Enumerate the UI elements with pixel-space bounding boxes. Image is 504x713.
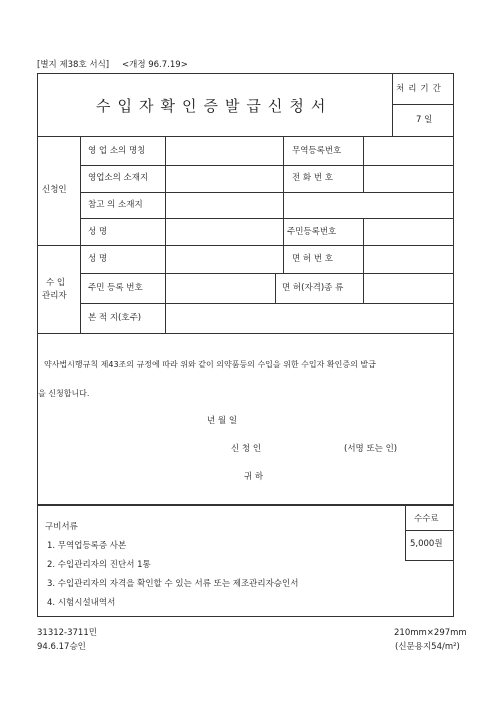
domicile-label: 본 적 지(호주) bbox=[88, 313, 142, 323]
signature-note: (서명 또는 인) bbox=[344, 444, 398, 454]
applicant-signature-label: 신 청 인 bbox=[231, 444, 262, 454]
license-number-label: 면 허 번 호 bbox=[292, 254, 333, 264]
paper-type: (신문용지54/m²) bbox=[395, 642, 460, 652]
applicant-name-label: 성 명 bbox=[88, 227, 108, 237]
phone-label: 전 화 번 호 bbox=[292, 173, 333, 183]
date-line: 년 월 일 bbox=[207, 416, 238, 426]
manager-resident-no-label: 주민 등록 번호 bbox=[88, 283, 143, 293]
business-name-label: 영 업 소의 명칭 bbox=[88, 146, 146, 156]
trade-registration-label: 무역등록번호 bbox=[292, 146, 342, 156]
domicile-field[interactable] bbox=[166, 304, 453, 332]
document-item: 3. 수입관리자의 자격을 확인할 수 있는 서류 또는 제조관리자승인서 bbox=[47, 579, 299, 589]
form-code: 31312-3711민 bbox=[37, 628, 97, 638]
business-name-field[interactable] bbox=[166, 137, 282, 164]
processing-rule bbox=[392, 104, 454, 105]
business-address-label: 영업소의 소재지 bbox=[88, 173, 149, 183]
applicant-name-field[interactable] bbox=[166, 219, 282, 244]
col-section bbox=[80, 136, 81, 333]
rule-grid-bottom bbox=[37, 333, 454, 334]
license-type-field[interactable] bbox=[364, 274, 453, 302]
statement-line-1: 약사법시행규칙 제43조의 규정에 따라 위와 같이 의약품등의 수입을 위한 수입자 확인증의 발급 bbox=[44, 360, 376, 369]
applicant-section-label: 신청인 bbox=[42, 185, 67, 195]
revision-date: <개정 96.7.19> bbox=[122, 60, 188, 70]
manager-section-label-1: 수 입 bbox=[46, 278, 66, 288]
applicant-resident-no-field[interactable] bbox=[364, 219, 453, 244]
manager-name-label: 성 명 bbox=[88, 254, 108, 264]
document-item: 1. 무역업등록증 사본 bbox=[47, 541, 127, 551]
document-item: 2. 수입관리자의 진단서 1통 bbox=[47, 560, 151, 570]
addressee: 귀 하 bbox=[244, 472, 264, 482]
trade-registration-field[interactable] bbox=[364, 137, 453, 164]
phone-field[interactable] bbox=[364, 166, 453, 191]
license-number-field[interactable] bbox=[364, 246, 453, 272]
fee-divider bbox=[405, 505, 406, 560]
processing-period-value: 7 일 bbox=[416, 115, 433, 125]
fee-bottom-rule bbox=[405, 560, 454, 561]
paper-size: 210mm×297mm bbox=[394, 628, 467, 638]
approval-date: 94.6.17승인 bbox=[37, 642, 86, 652]
processing-period-label: 처리기간 bbox=[396, 84, 445, 94]
fee-amount: 5,000원 bbox=[410, 539, 443, 549]
statement-line-2: 을 신청합니다. bbox=[38, 389, 90, 398]
manager-section-label-2: 관리자 bbox=[42, 291, 67, 301]
warehouse-address-field[interactable] bbox=[166, 193, 453, 217]
document-item: 4. 시험시설내역서 bbox=[47, 598, 116, 608]
form-title: 수입자확인증발급신청서 bbox=[96, 97, 333, 115]
license-type-label: 면 허(자격)종 류 bbox=[282, 283, 344, 293]
manager-name-field[interactable] bbox=[166, 246, 282, 272]
manager-resident-no-field[interactable] bbox=[166, 274, 274, 302]
form-number: [별지 제38호 서식] bbox=[37, 60, 110, 70]
fee-label: 수수료 bbox=[414, 514, 439, 524]
fee-rule bbox=[405, 530, 454, 531]
col-right-label-b bbox=[275, 273, 276, 303]
warehouse-address-label: 참고 의 소재지 bbox=[88, 200, 143, 210]
applicant-resident-no-label: 주민등록번호 bbox=[287, 227, 337, 237]
documents-label: 구비서류 bbox=[45, 522, 78, 532]
business-address-field[interactable] bbox=[166, 166, 282, 191]
